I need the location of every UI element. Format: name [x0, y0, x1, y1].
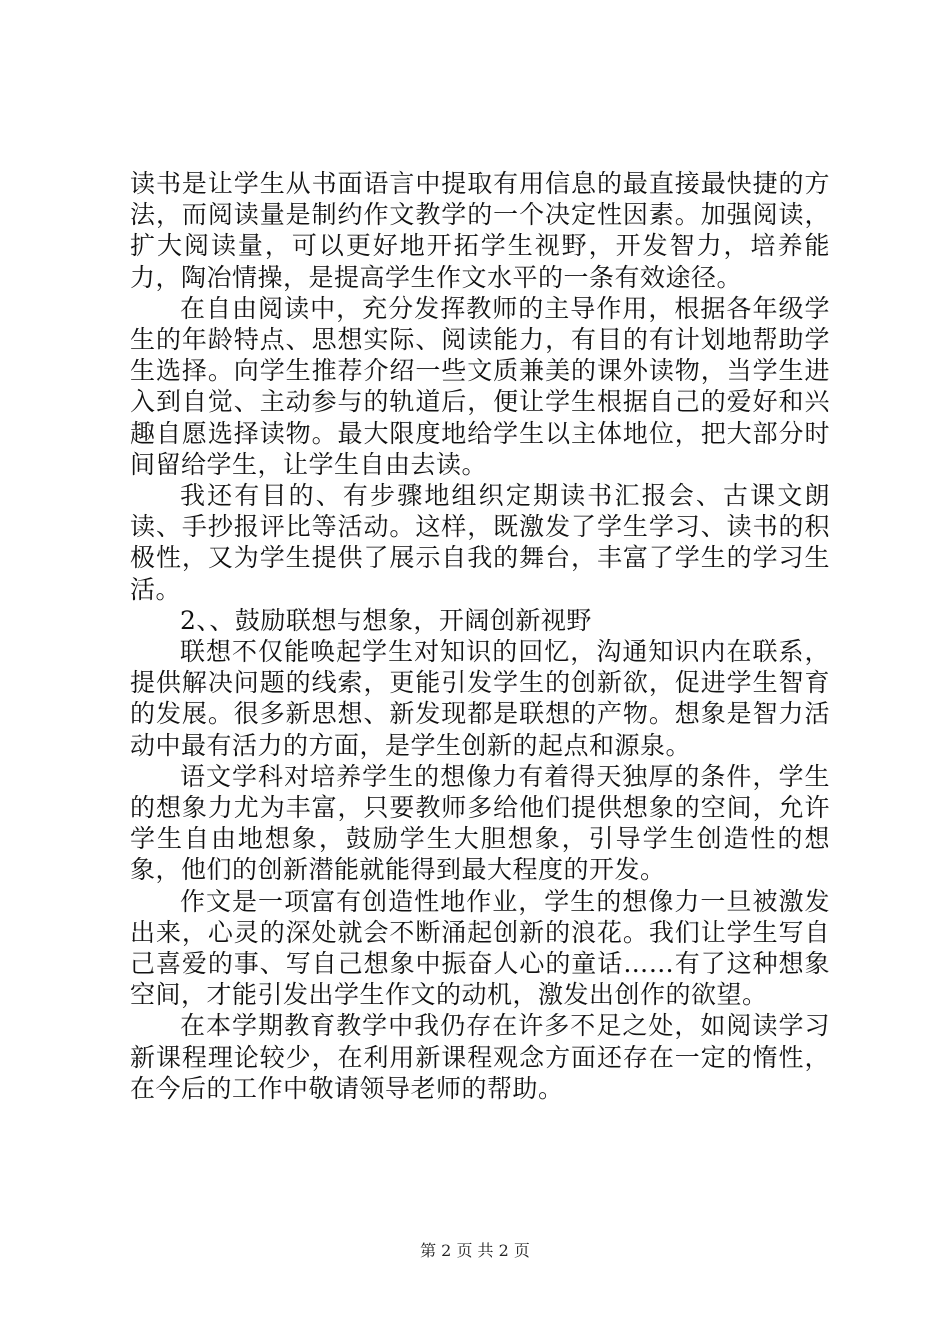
document-body	[130, 168, 830, 1104]
paragraph-chinese-imagination: 语文学科对培养学生的想像力有着得天独厚的条件，学生的想象力尤为丰富，只要教师多给他们提供想象的空间，允许学生自由地想象，鼓励学生大胆想象，引导学生创造性的想象，他们的创新潜能就能得到最大程度的开发。	[130, 761, 830, 885]
section-heading-imagination: 2、、鼓励联想与想象，开阔创新视野	[180, 605, 592, 635]
paragraph-association: 联想不仅能唤起学生对知识的回忆，沟通知识内在联系，提供解决问题的线索，更能引发学生的创新欲，促进学生智育的发展。很多新思想、新发现都是联想的产物。想象是智力活动中最有活力的方面，是学生创新的起点和源泉。	[130, 637, 830, 760]
paragraph-reading-activities: 我还有目的、有步骤地组织定期读书汇报会、古课文朗读、手抄报评比等活动。这样，既激发了学生学习、读书的积极性，又为学生提供了展示自我的舞台，丰富了学生的学习生活。	[130, 481, 830, 604]
paragraph-free-reading: 在自由阅读中，充分发挥教师的主导作用，根据各年级学生的年龄特点、思想实际、阅读能力，有目的有计划地帮助学生选择。向学生推荐介绍一些文质兼美的课外读物，当学生进入到自觉、主动参与的轨道后，便让学生根据自己的爱好和兴趣自愿选择读物。最大限度地给学生以主体地位，把大部分时间留给学生，让学生自由去读。	[130, 293, 830, 479]
paragraph-shortcomings: 在本学期教育教学中我仍存在许多不足之处，如阅读学习新课程理论较少，在利用新课程观念方面还存在一定的惰性，在今后的工作中敬请领导老师的帮助。	[130, 1011, 830, 1103]
page-number-footer: 第 2 页 共 2 页	[420, 1241, 530, 1260]
paragraph-reading-importance: 读书是让学生从书面语言中提取有用信息的最直接最快捷的方法，而阅读量是制约作文教学的一个决定性因素。加强阅读，扩大阅读量，可以更好地开拓学生视野，开发智力，培养能力，陶冶情操，是提高学生作文水平的一条有效途径。	[130, 169, 830, 292]
paragraph-composition-creativity: 作文是一项富有创造性地作业，学生的想像力一旦被激发出来，心灵的深处就会不断涌起创新的浪花。我们让学生写自己喜爱的事、写自己想象中振奋人心的童话……有了这种想象空间，才能引发出学生作文的动机，激发出创作的欲望。	[130, 886, 830, 1010]
